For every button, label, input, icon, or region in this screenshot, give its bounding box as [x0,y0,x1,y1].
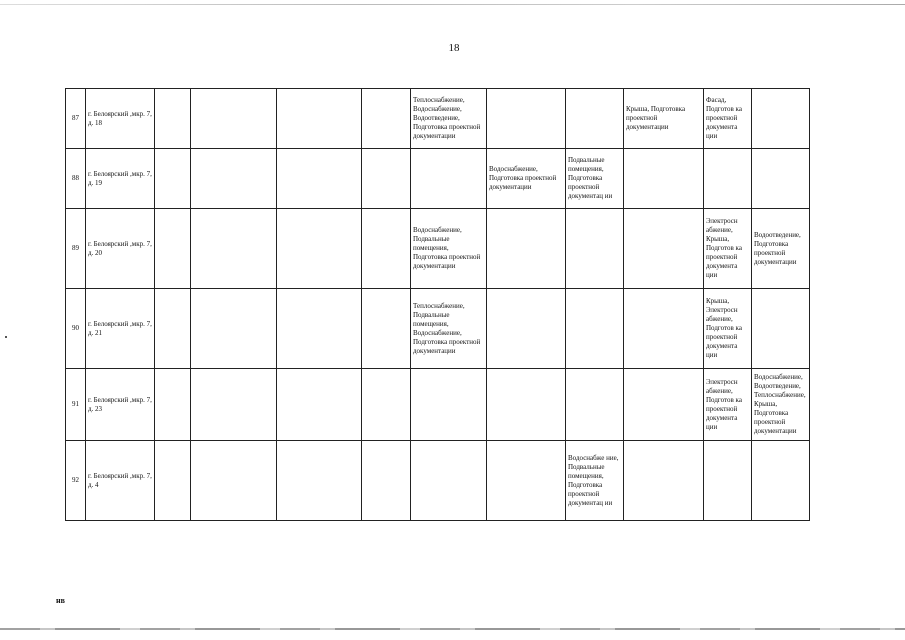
table-cell [624,209,704,289]
table-cell [411,441,487,521]
table-cell [752,89,810,149]
table-cell [487,369,566,441]
row-number: 89 [66,209,86,289]
table-row [66,209,810,289]
row-number: 92 [66,441,86,521]
table-cell [566,209,624,289]
table-row [66,149,810,209]
address-cell: г. Белоярский ,мкр. 7, д. 18 [86,89,155,149]
table-cell [155,369,191,441]
table-cell [624,289,704,369]
table-cell [277,209,362,289]
table-cell [155,441,191,521]
footer-mark: нв [56,596,65,605]
table-cell [155,149,191,209]
address-cell: г. Белоярский ,мкр. 7, д. 23 [86,369,155,441]
table-cell [487,209,566,289]
table-row [66,369,810,441]
table-cell [624,149,704,209]
table-cell [752,441,810,521]
table-cell [191,441,277,521]
table-cell: Подвальные помещения, Подготовка проектной документац ии [566,149,624,209]
table-cell [277,89,362,149]
table-cell [411,149,487,209]
table-cell [155,209,191,289]
row-number: 91 [66,369,86,441]
page-number: 18 [448,42,460,54]
table-cell [624,441,704,521]
table-cell [191,289,277,369]
table-cell [566,289,624,369]
row-number: 88 [66,149,86,209]
table-cell [362,149,411,209]
table-cell [566,89,624,149]
table-cell [487,89,566,149]
table-cell: Электросн абжение, Подготов ка проектной документа ции [704,369,752,441]
table-cell [155,89,191,149]
table-cell [624,369,704,441]
table-cell [277,369,362,441]
table-cell [191,209,277,289]
table-row [66,441,810,521]
table-cell [277,441,362,521]
address-cell: г. Белоярский ,мкр. 7, д. 4 [86,441,155,521]
table-cell [487,441,566,521]
table-cell [704,149,752,209]
table-cell [362,369,411,441]
table-cell [752,149,810,209]
table-cell [362,89,411,149]
table-cell [487,289,566,369]
scan-speck [5,336,7,338]
table-row [66,289,810,369]
table-cell: Крыша, Подготовка проектной документации [624,89,704,149]
table-cell [191,89,277,149]
table-cell [277,289,362,369]
table-cell: Теплоснабжение, Водоснабжение, Водоотведение, Подготовка проектной документации [411,89,487,149]
table-cell [362,289,411,369]
table-cell: Теплоснабжение, Подвальные помещения, Водоснабжение, Подготовка проектной документации [411,289,487,369]
table-cell [155,289,191,369]
table-cell [362,441,411,521]
table-cell: Электросн абжение, Крыша, Подготов ка проектной документа ции [704,209,752,289]
scan-edge-bottom [0,628,905,630]
address-cell: г. Белоярский ,мкр. 7, д. 20 [86,209,155,289]
table-cell: Водоотведение, Подготовка проектной документации [752,209,810,289]
address-cell: г. Белоярский ,мкр. 7, д. 19 [86,149,155,209]
table-cell: Фасад, Подготов ка проектной документа ции [704,89,752,149]
table-cell [752,289,810,369]
scan-edge-top [0,4,905,5]
table-cell [566,369,624,441]
row-number: 90 [66,289,86,369]
table-cell [362,209,411,289]
table-cell [191,369,277,441]
table-cell [277,149,362,209]
table-cell: Водоснабжение, Подготовка проектной документации [487,149,566,209]
table-cell: Водоснабжение, Подвальные помещения, Подготовка проектной документации [411,209,487,289]
table-cell: Водоснабже ние, Подвальные помещения, Подготовка проектной документац ии [566,441,624,521]
table-cell [411,369,487,441]
row-number: 87 [66,89,86,149]
table-cell: Водоснабжение, Водоотведение, Теплоснабжение, Крыша, Подготовка проектной документации [752,369,810,441]
address-cell: г. Белоярский ,мкр. 7, д. 21 [86,289,155,369]
table-cell [191,149,277,209]
table-cell: Крыша, Электросн абжение, Подготов ка проектной документа ции [704,289,752,369]
table-row [66,89,810,149]
repair-schedule-table [65,88,810,521]
table-cell [704,441,752,521]
